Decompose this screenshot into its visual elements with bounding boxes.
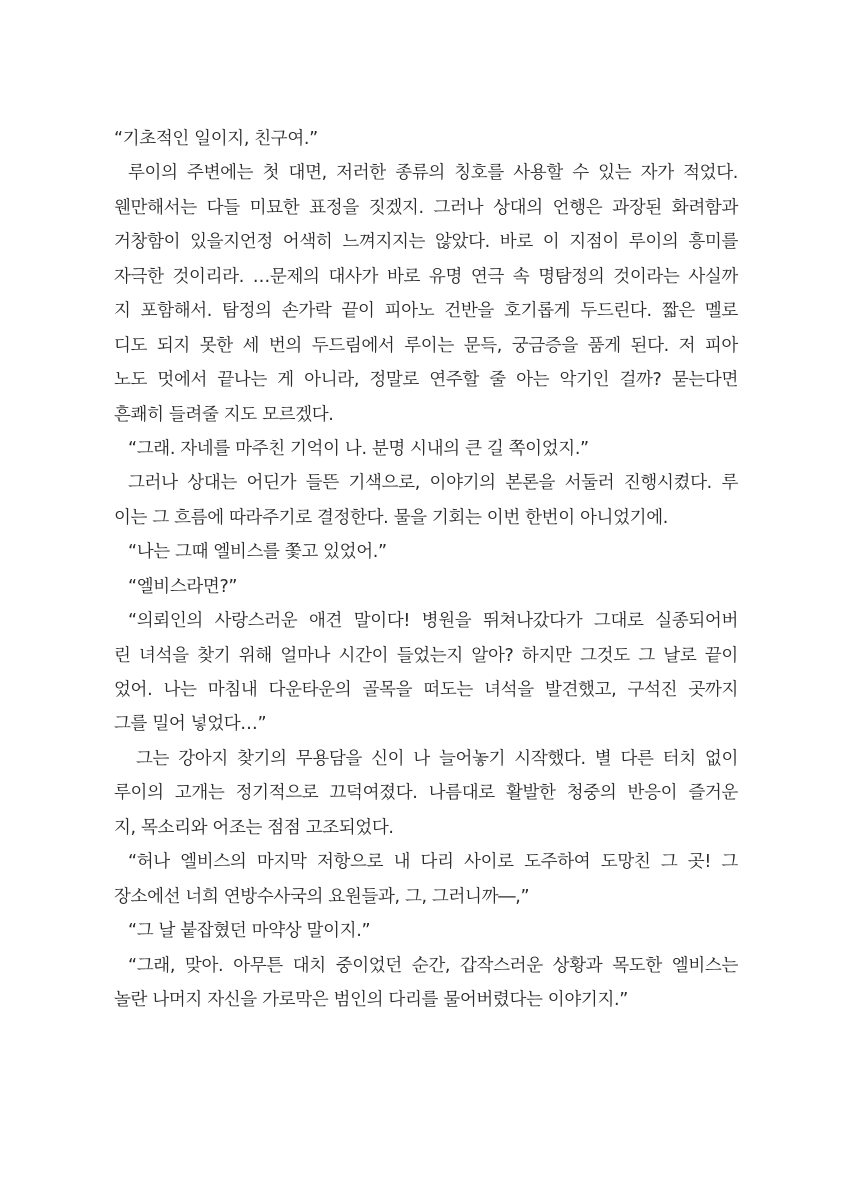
- text-line: “그래. 자네를 마주친 기억이 나. 분명 시내의 큰 길 쪽이었지.”: [128, 438, 589, 459]
- text-line: 이는 그 흐름에 따라주기로 결정한다. 물을 기회는 이번 한번이 아니었기에.: [114, 507, 668, 528]
- text-line: “기초적인 일이지, 친구여.”: [114, 129, 318, 149]
- text-line: 그러나 상대는 어딘가 들뜬 기색으로, 이야기의 본론을 서둘러 진행시켰다. 루: [128, 473, 738, 494]
- text-line: 지 포함해서. 탐정의 손가락 끝이 피아노 건반을 호기롭게 두드린다. 짧은 멜로: [114, 301, 738, 322]
- text-line: “그래, 맞아. 아무튼 대치 중이었던 순간, 갑작스러운 상황과 목도한 엘비스는: [128, 955, 738, 976]
- text-line: 자극한 것이리라. …문제의 대사가 바로 유명 연극 속 명탐정의 것이라는 사실까: [114, 266, 738, 287]
- text-line: 디도 되지 못한 세 번의 두드림에서 루이는 문득, 궁금증을 품게 된다. 저 피아: [114, 335, 738, 356]
- text-line: 린 녀석을 찾기 위해 얼마나 시간이 들었는지 알아? 하지만 그것도 그 날로 끝이: [114, 645, 738, 666]
- text-line: “의뢰인의 사랑스러운 애견 말이다! 병원을 뛰쳐나갔다가 그대로 실종되어버: [128, 611, 738, 632]
- text-line: “엘비스라면?”: [128, 576, 238, 597]
- text-line: 었어. 나는 마침내 다운타운의 골목을 떠도는 녀석을 발견했고, 구석진 곳까지: [114, 680, 738, 700]
- text-line: 그를 밀어 넣었다…”: [114, 714, 267, 735]
- body-text: [114, 122, 738, 1017]
- text-line: 흔쾌히 들려줄 지도 모르겠다.: [114, 404, 334, 425]
- text-line: 거창함이 있을지언정 어색히 느껴지지는 않았다. 바로 이 지점이 루이의 흥미를: [114, 232, 738, 253]
- text-line: 루이의 주변에는 첫 대면, 저러한 종류의 칭호를 사용할 수 있는 자가 적었다.: [128, 163, 738, 184]
- text-line: 장소에선 너희 연방수사국의 요원들과, 그, 그러니까―,”: [114, 886, 530, 907]
- text-line: 루이의 고개는 정기적으로 끄덕여졌다. 나름대로 활발한 청중의 반응이 즐거운: [114, 783, 738, 804]
- text-line: 지, 목소리와 어조는 점점 고조되었다.: [114, 817, 394, 838]
- text-line: 웬만해서는 다들 미묘한 표정을 짓겠지. 그러나 상대의 언행은 과장된 화려함과: [114, 197, 738, 218]
- text-line: 놀란 나머지 자신을 가로막은 범인의 다리를 물어버렸다는 이야기지.”: [114, 989, 628, 1010]
- text-line: 그는 강아지 찾기의 무용담을 신이 나 늘어놓기 시작했다. 별 다른 터치 없이: [136, 748, 738, 769]
- text-line: “허나 엘비스의 마지막 저항으로 내 다리 사이로 도주하여 도망친 그 곳! 그: [128, 852, 738, 873]
- text-line: “나는 그때 엘비스를 쫓고 있었어.”: [128, 542, 387, 563]
- text-line: “그 날 붙잡혔던 마약상 말이지.”: [128, 921, 371, 942]
- text-line: 노도 멋에서 끝나는 게 아니라, 정말로 연주할 줄 아는 악기인 걸까? 묻는다면: [114, 370, 738, 391]
